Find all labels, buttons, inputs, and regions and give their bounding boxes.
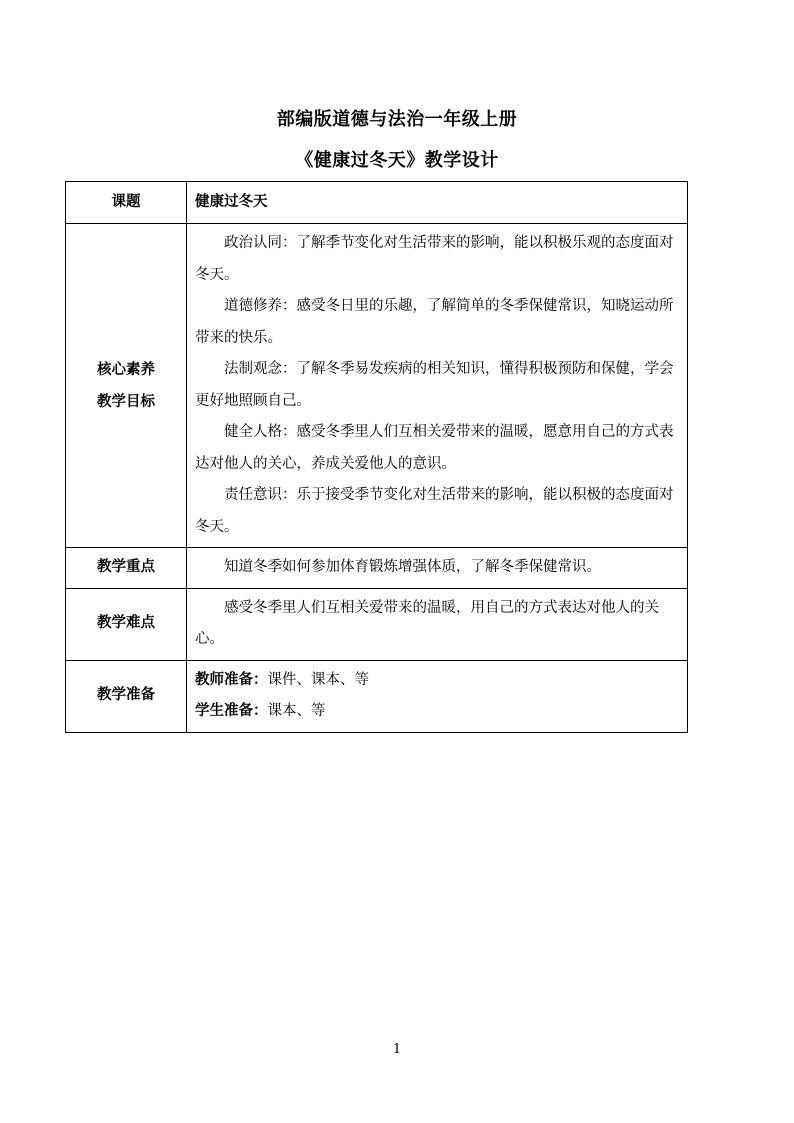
objective-paragraph: 健全人格：感受冬季里人们互相关爱带来的温暖，愿意用自己的方式表达对他人的关心，养成关爱他人的意识。: [195, 424, 674, 472]
topic-label: 课题: [66, 182, 187, 224]
objective-paragraph: 道德修养：感受冬日里的乐趣，了解简单的冬季保健常识，知晓运动所带来的快乐。: [195, 298, 674, 346]
objective-paragraph: 法制观念：了解冬季易发疾病的相关知识，懂得积极预防和保健，学会更好地照顾自己。: [195, 361, 674, 409]
objective-paragraph: 政治认同：了解季节变化对生活带来的影响，能以积极乐观的态度面对冬天。: [195, 235, 674, 283]
teacher-preparation-label: 教师准备：: [195, 671, 268, 688]
document-title: 部编版道德与法治一年级上册: [276, 109, 518, 130]
difficulties-label: 教学难点: [66, 588, 187, 660]
preparation-content: [187, 660, 688, 732]
lesson-plan-table: [65, 181, 688, 733]
student-preparation: [195, 696, 681, 728]
table-row-objectives: [66, 224, 688, 548]
page-number: 1: [392, 1042, 402, 1057]
difficulties-content: [187, 588, 688, 660]
preparation-label: 教学准备: [66, 660, 187, 732]
objective-paragraph: 责任意识：乐于接受季节变化对生活带来的影响，能以积极的态度面对冬天。: [195, 487, 674, 535]
student-preparation-label: 学生准备：: [195, 703, 268, 719]
objectives-label-line2: 教学目标: [97, 393, 155, 410]
teacher-preparation: [195, 665, 681, 697]
key-points-value: 知道冬季如何参加体育锻炼增强体质，了解冬季保健常识。: [224, 559, 601, 575]
table-row-topic: [66, 182, 688, 224]
objectives-content: [187, 224, 688, 548]
key-points-content: [187, 548, 688, 589]
key-points-label: 教学重点: [66, 548, 187, 589]
topic-value: 健康过冬天: [187, 182, 688, 224]
difficulties-value: 感受冬季里人们互相关爱带来的温暖，用自己的方式表达对他人的关心。: [195, 599, 659, 647]
document-subtitle: 《健康过冬天》教学设计: [295, 150, 499, 171]
student-preparation-value: 课本、等: [267, 703, 326, 719]
table-row-difficulties: [66, 588, 688, 660]
teacher-preparation-value: 课件、课本、等: [267, 671, 369, 688]
objectives-label-line1: 核心素养: [97, 361, 155, 378]
objectives-label: [66, 224, 187, 548]
table-row-preparation: [66, 660, 688, 732]
table-row-key-points: [66, 548, 688, 589]
